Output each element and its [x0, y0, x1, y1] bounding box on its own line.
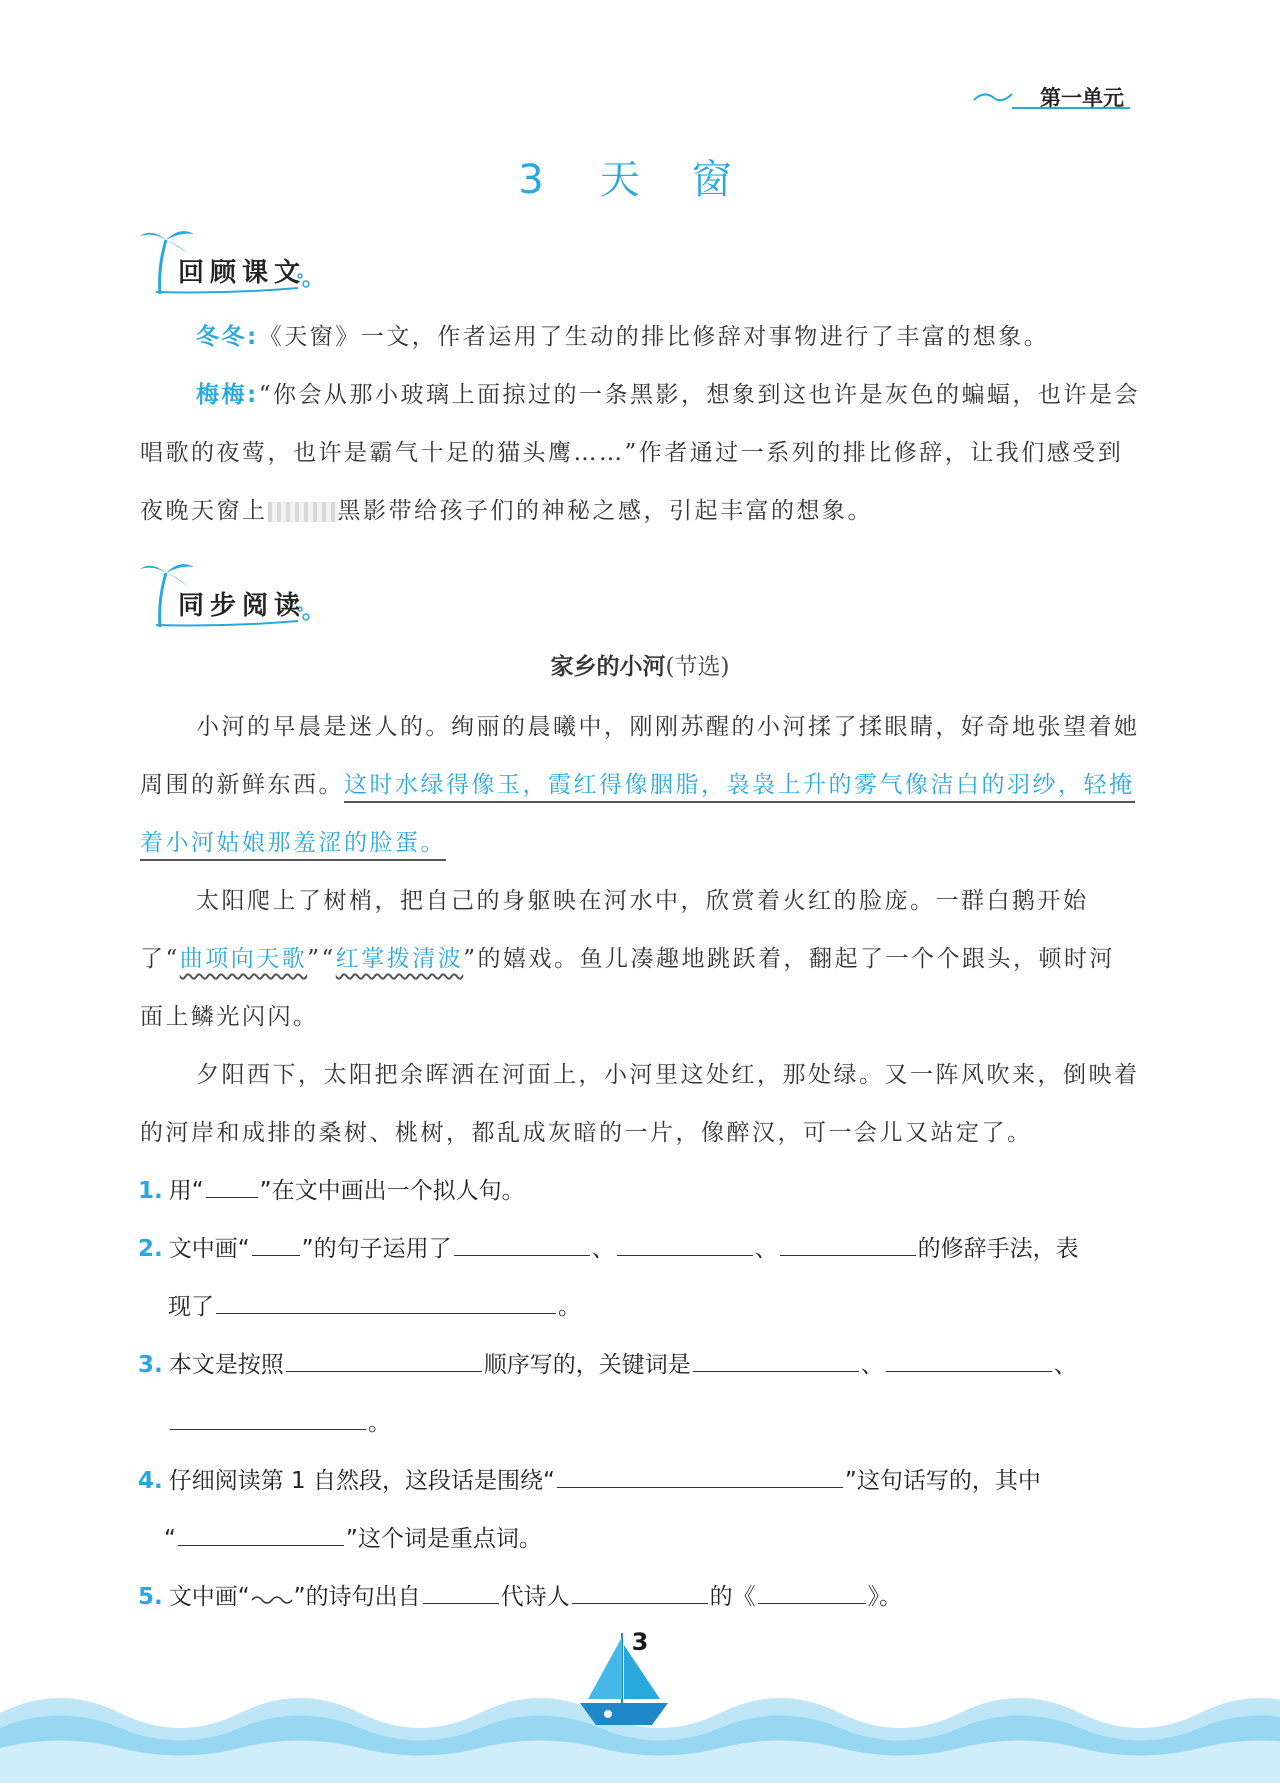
passage-p1-text: 小河的早晨是迷人的。绚丽的晨曦中，刚刚苏醒的小河揉了揉眼睛，好奇地张望着她周围的新鲜东西。 [140, 714, 1140, 798]
section-reading-label: 同步阅读 [178, 591, 307, 621]
question-4-text-c: “ [164, 1526, 176, 1552]
underline-mark [252, 1235, 300, 1256]
question-4-text-b: ”这句话写的，其中 [844, 1468, 1041, 1494]
underline-mark [206, 1177, 258, 1198]
separator: 、 [860, 1352, 884, 1378]
passage-paragraph-2 [140, 872, 1140, 1046]
passage-p2-text-a: 太阳爬上了树梢，把自己的身躯映在河水中，欣赏着火红的脸庞。一群白鹅开始了“ [140, 888, 1089, 972]
question-5-text-b: ”的诗句出自 [293, 1584, 421, 1610]
review-line-2 [140, 366, 1140, 540]
poem-line-1: 曲项向天歌 [179, 946, 308, 972]
review-line-2-text: “你会从那小玻璃上面掠过的一条黑影，想象到这也许是灰色的蝙蝠，也许是会唱歌的夜莺，也许是霸气十足的猫头鹰……”作者通过一系列的排比修辞，让我们感受到夜晚天窗上 [140, 382, 1140, 524]
question-5 [138, 1568, 1148, 1626]
question-1-text-a: 用“ [168, 1178, 204, 1204]
period: 。 [368, 1410, 391, 1436]
lesson-title [0, 148, 1280, 205]
unit-label: 第一单元 [1040, 86, 1124, 110]
answer-blank[interactable] [423, 1583, 499, 1604]
question-1 [138, 1162, 1148, 1220]
question-1-number: 1. [138, 1178, 163, 1204]
question-5-text-c: 代诗人 [500, 1584, 570, 1610]
question-3-text-a: 本文是按照 [168, 1352, 284, 1378]
answer-blank[interactable] [170, 1409, 366, 1430]
separator: 、 [1053, 1352, 1077, 1378]
answer-blank[interactable] [617, 1235, 753, 1256]
question-2 [138, 1220, 1148, 1336]
answer-blank[interactable] [454, 1235, 590, 1256]
highlighted-sentence: 这时水绿得像玉，霞红得像胭脂，袅袅上升的雾气像洁白的羽纱，轻掩着小河姑娘那羞涩的脸蛋。 [140, 772, 1135, 861]
passage-p2-mid: ”“ [307, 946, 336, 972]
answer-blank[interactable] [758, 1583, 866, 1604]
question-5-text-e: 》。 [867, 1584, 903, 1610]
passage-title [0, 648, 1280, 681]
passage-title-text: 家乡的小河 [550, 654, 666, 680]
unit-tag [972, 78, 1132, 112]
answer-blank[interactable] [693, 1351, 859, 1372]
speaker-meimei: 梅梅: [196, 382, 259, 408]
answer-blank[interactable] [557, 1467, 843, 1488]
question-2-number: 2. [138, 1236, 163, 1262]
answer-blank[interactable] [216, 1293, 556, 1314]
question-3-text-b: 顺序写的，关键词是 [483, 1352, 691, 1378]
period: 。 [558, 1294, 581, 1320]
blurred-text [268, 502, 338, 522]
section-review-label: 回顾课文 [178, 258, 307, 288]
speaker-dongdong: 冬冬: [196, 324, 259, 350]
question-2-text-b: ”的句子运用了 [301, 1236, 452, 1262]
question-2-text-d: 现了 [168, 1294, 214, 1320]
lesson-title-char-2: 窗 [691, 157, 740, 203]
answer-blank[interactable] [780, 1235, 916, 1256]
question-2-text-a: 文中画“ [168, 1236, 250, 1262]
question-5-text-d: 的《 [709, 1584, 756, 1610]
separator: 、 [754, 1236, 778, 1262]
wavy-underline-icon [250, 1590, 294, 1604]
question-3 [138, 1336, 1148, 1452]
question-4-text-d: ”这个词是重点词。 [345, 1526, 542, 1552]
passage-paragraph-3 [140, 1046, 1140, 1162]
review-line-1-text: 《天窗》一文，作者运用了生动的排比修辞对事物进行了丰富的想象。 [258, 324, 1050, 350]
lesson-number: 3 [518, 157, 552, 203]
question-3-number: 3. [138, 1352, 163, 1378]
passage-p2-text-b: ”的嬉戏。鱼儿凑趣地跳跃着，翻起了一个个跟头，顿时河面上鳞光闪闪。 [140, 946, 1116, 1030]
separator: 、 [591, 1236, 615, 1262]
section-review-header [138, 222, 338, 302]
review-line-1 [140, 308, 1140, 366]
section-reading-header [138, 555, 338, 635]
question-4 [138, 1452, 1148, 1568]
question-1-text-b: ”在文中画出一个拟人句。 [259, 1178, 525, 1204]
answer-blank[interactable] [572, 1583, 708, 1604]
page-number: 3 [631, 1628, 649, 1656]
lesson-title-char-1: 天 [599, 157, 648, 203]
answer-blank[interactable] [286, 1351, 482, 1372]
question-2-text-c: 的修辞手法，表 [917, 1236, 1079, 1262]
question-4-number: 4. [138, 1468, 163, 1494]
question-5-text-a: 文中画“ [168, 1584, 250, 1610]
answer-blank[interactable] [178, 1525, 344, 1546]
passage-p3-text: 夕阳西下，太阳把余晖洒在河面上，小河里这处红，那处绿。又一阵风吹来，倒映着的河岸和成排的桑树、桃树，都乱成灰暗的一片，像醉汉，可一会儿又站定了。 [140, 1062, 1140, 1146]
answer-blank[interactable] [886, 1351, 1052, 1372]
review-line-2-tail: 黑影带给孩子们的神秘之感，引起丰富的想象。 [337, 498, 873, 524]
question-4-text-a: 仔细阅读第 1 自然段，这段话是围绕“ [168, 1468, 555, 1494]
poem-line-2: 红掌拨清波 [335, 946, 464, 972]
passage-title-note: (节选) [665, 654, 730, 680]
question-5-number: 5. [138, 1584, 163, 1610]
passage-paragraph-1 [140, 698, 1140, 872]
